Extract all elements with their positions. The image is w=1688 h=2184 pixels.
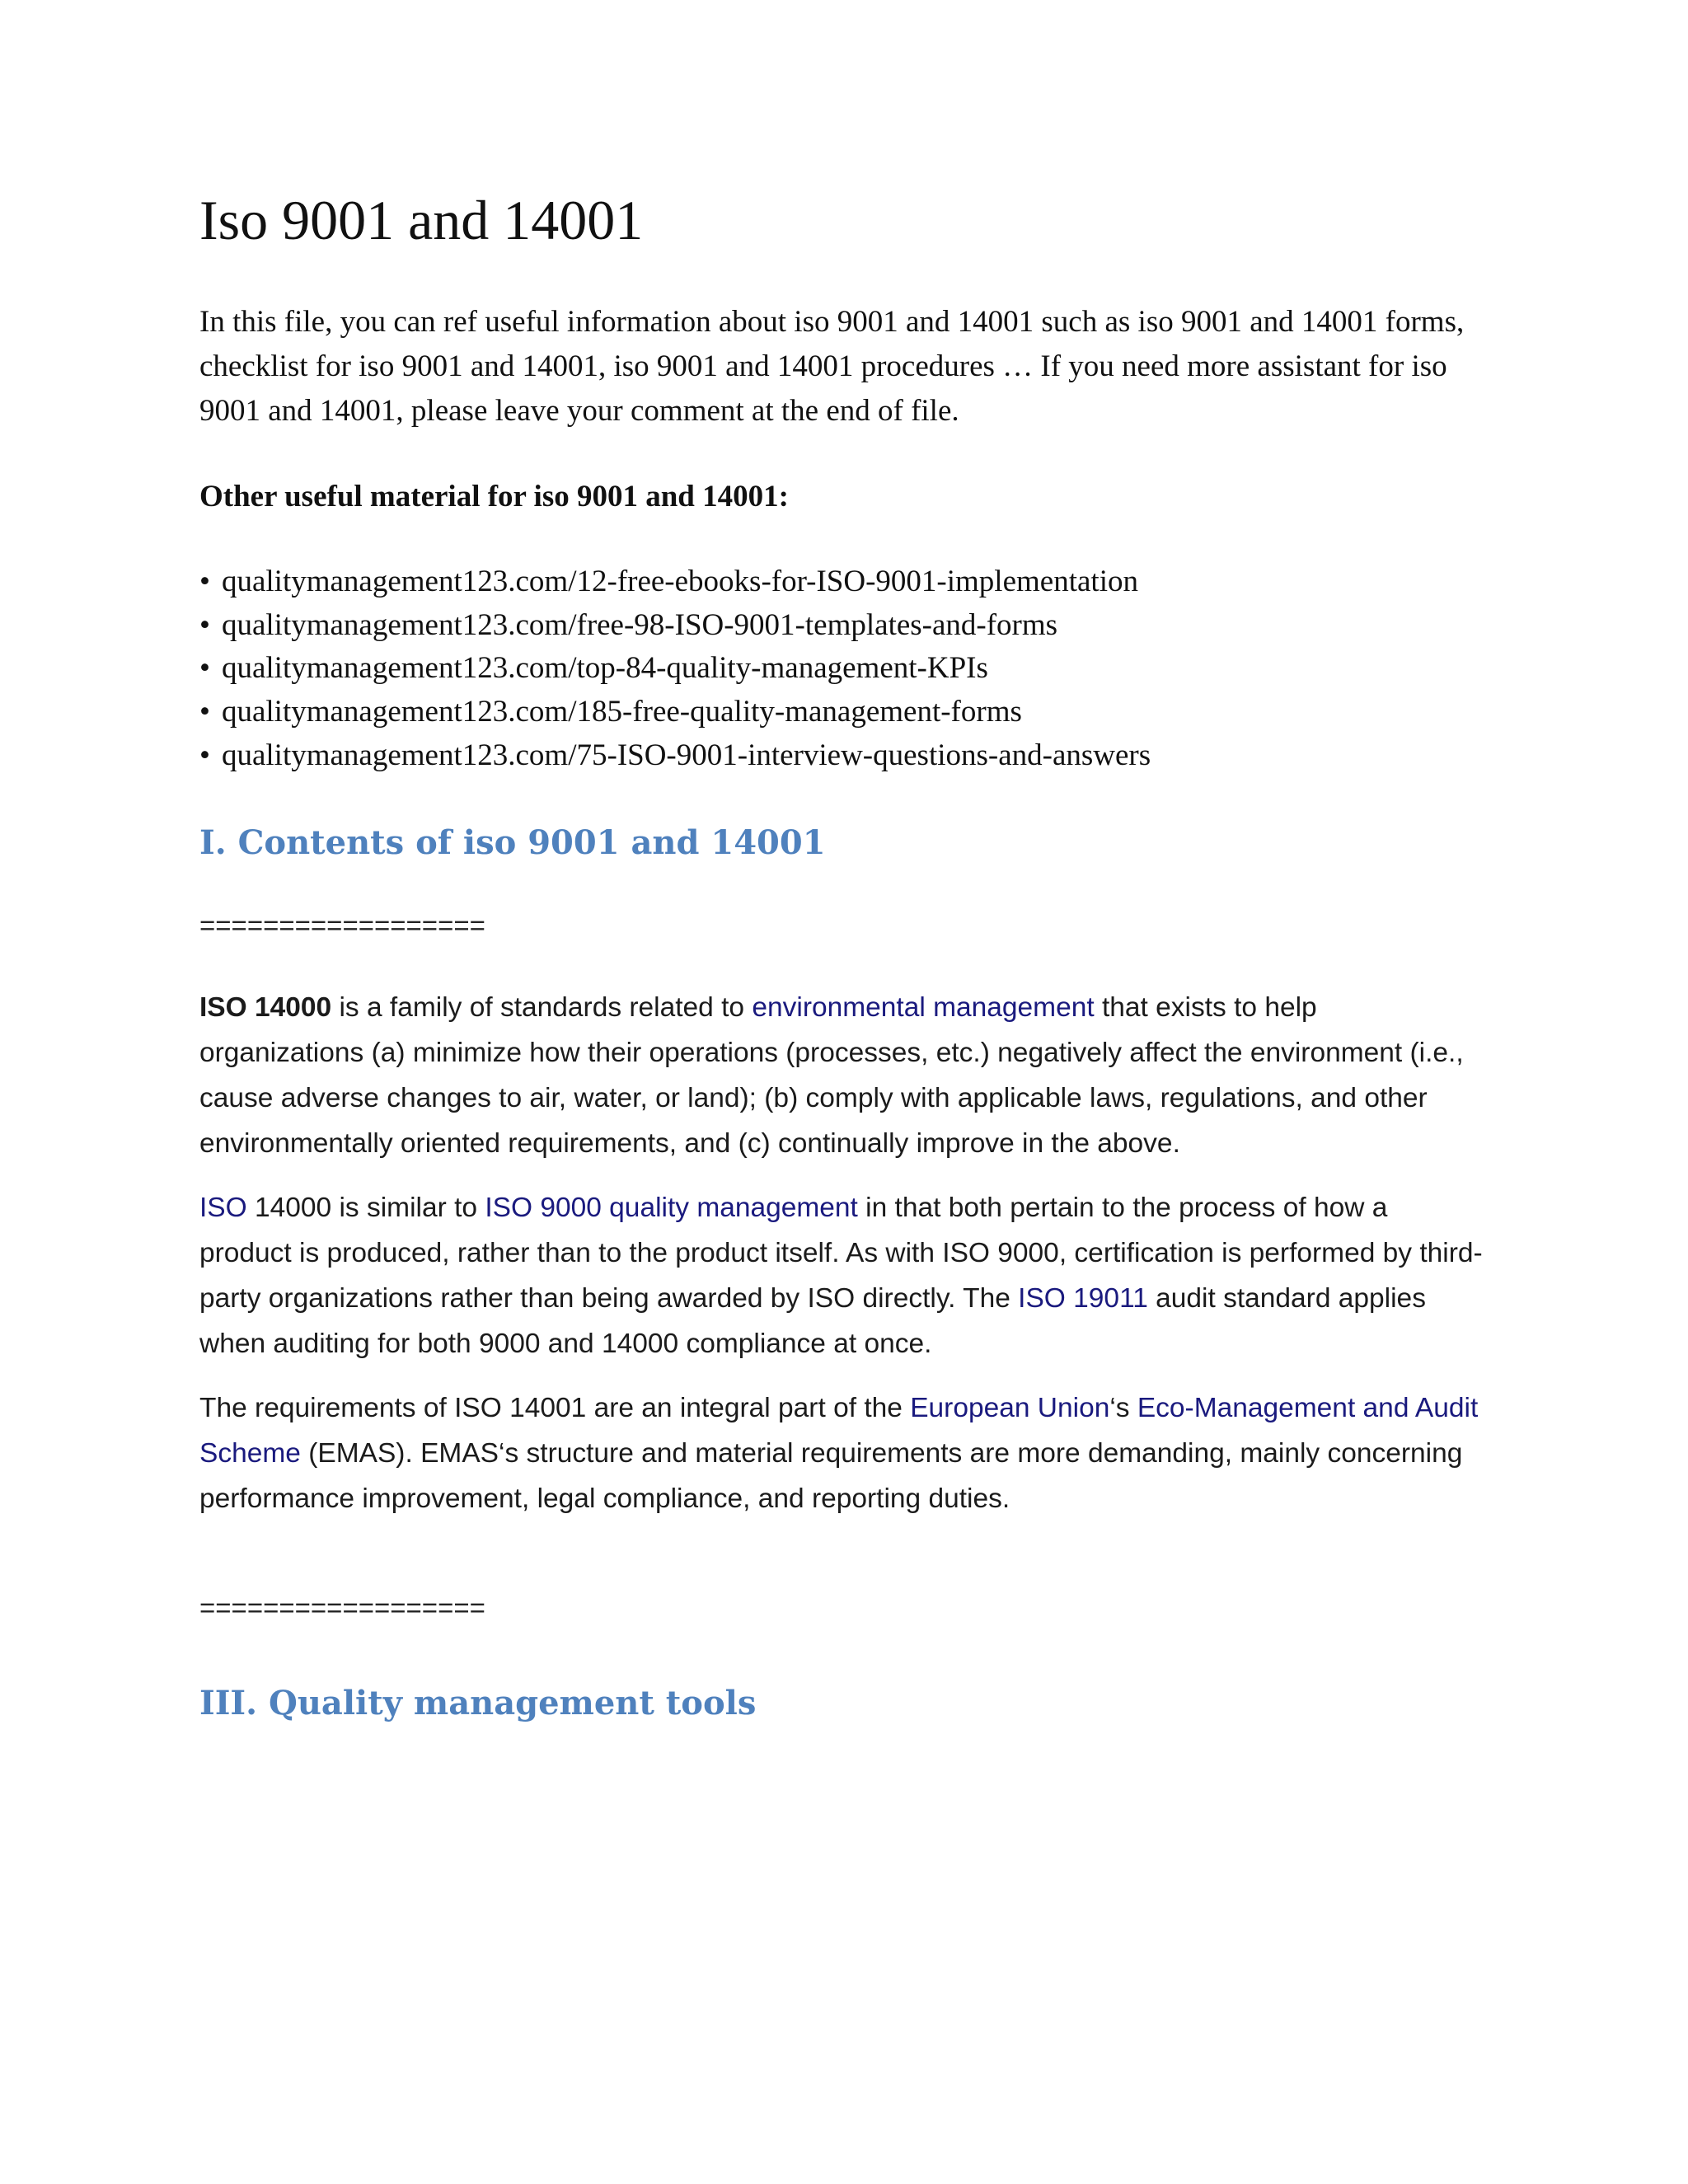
iso14000-bold-term: ISO 14000 [199, 992, 332, 1024]
eco-management-audit-scheme-link[interactable]: Eco-Management and Audit Scheme [199, 1393, 1479, 1469]
iso-link[interactable]: ISO [199, 1193, 247, 1224]
paragraph-text: (EMAS). EMAS‘s structure and material requirements are more demanding, mainly concerning performance improvement, legal compliance, and reporting duties. [199, 1438, 1463, 1515]
emas-paragraph [199, 1385, 1485, 1521]
materials-list-item[interactable]: • qualitymanagement123.com/free-98-ISO-9001-templates-and-forms [199, 604, 1485, 648]
section-heading-contents: I. Contents of iso 9001 and 14001 [199, 823, 826, 863]
iso14000-paragraph [199, 985, 1485, 1166]
document-content [199, 188, 1485, 1723]
paragraph-text: in that both pertain to the process of how a product is produced, rather than to the product itself. As with ISO 9000, certification is performed by third-party organizations rather than being awarded by ISO directly. The [199, 1193, 1483, 1315]
separator-line: ================== [199, 1592, 485, 1624]
european-union-link[interactable]: European Union [910, 1393, 1110, 1424]
materials-list-item[interactable]: • qualitymanagement123.com/185-free-quality-management-forms [199, 691, 1485, 734]
section-heading-quality-tools: III. Quality management tools [199, 1684, 757, 1723]
paragraph-text: ‘s [1109, 1393, 1137, 1424]
paragraph-text: is a family of standards related to [331, 992, 753, 1024]
environmental-management-link[interactable]: environmental management [752, 992, 1095, 1024]
materials-list [199, 560, 1485, 777]
separator-line: ================== [199, 910, 485, 941]
intro-paragraph: In this file, you can ref useful information about iso 9001 and 14001 such as iso 9001 and 14001 forms, checklist for iso 9001 and 14001, iso 9001 and 14001 procedures … If you need more assistant for iso 9001 and 14001, please leave your comment at the end of file. [199, 305, 1465, 429]
iso19011-link[interactable]: ISO 19011 [1018, 1283, 1148, 1315]
materials-list-item[interactable]: • qualitymanagement123.com/75-ISO-9001-interview-questions-and-answers [199, 734, 1485, 778]
iso9000-quality-management-link[interactable]: ISO 9000 quality management [485, 1193, 858, 1224]
iso-comparison-paragraph [199, 1185, 1485, 1366]
materials-list-item[interactable]: • qualitymanagement123.com/12-free-ebooks-for-ISO-9001-implementation [199, 560, 1485, 604]
paragraph-text: audit standard applies when auditing for both 9000 and 14000 compliance at once. [199, 1283, 1426, 1360]
document-title: Iso 9001 and 14001 [199, 189, 644, 251]
paragraph-text: that exists to help organizations (a) minimize how their operations (processes, etc.) negatively affect the environment (i.e., cause adverse changes to air, water, or land); (b) comply with applicable laws, regulations, and other environmentally oriented requirements, and (c) continually improve in the above. [199, 992, 1464, 1160]
paragraph-text: The requirements of ISO 14001 are an integral part of the [199, 1393, 911, 1424]
paragraph-text: 14000 is similar to [246, 1193, 485, 1224]
other-materials-heading: Other useful material for iso 9001 and 14001: [199, 480, 789, 514]
materials-list-item[interactable]: • qualitymanagement123.com/top-84-quality-management-KPIs [199, 647, 1485, 691]
